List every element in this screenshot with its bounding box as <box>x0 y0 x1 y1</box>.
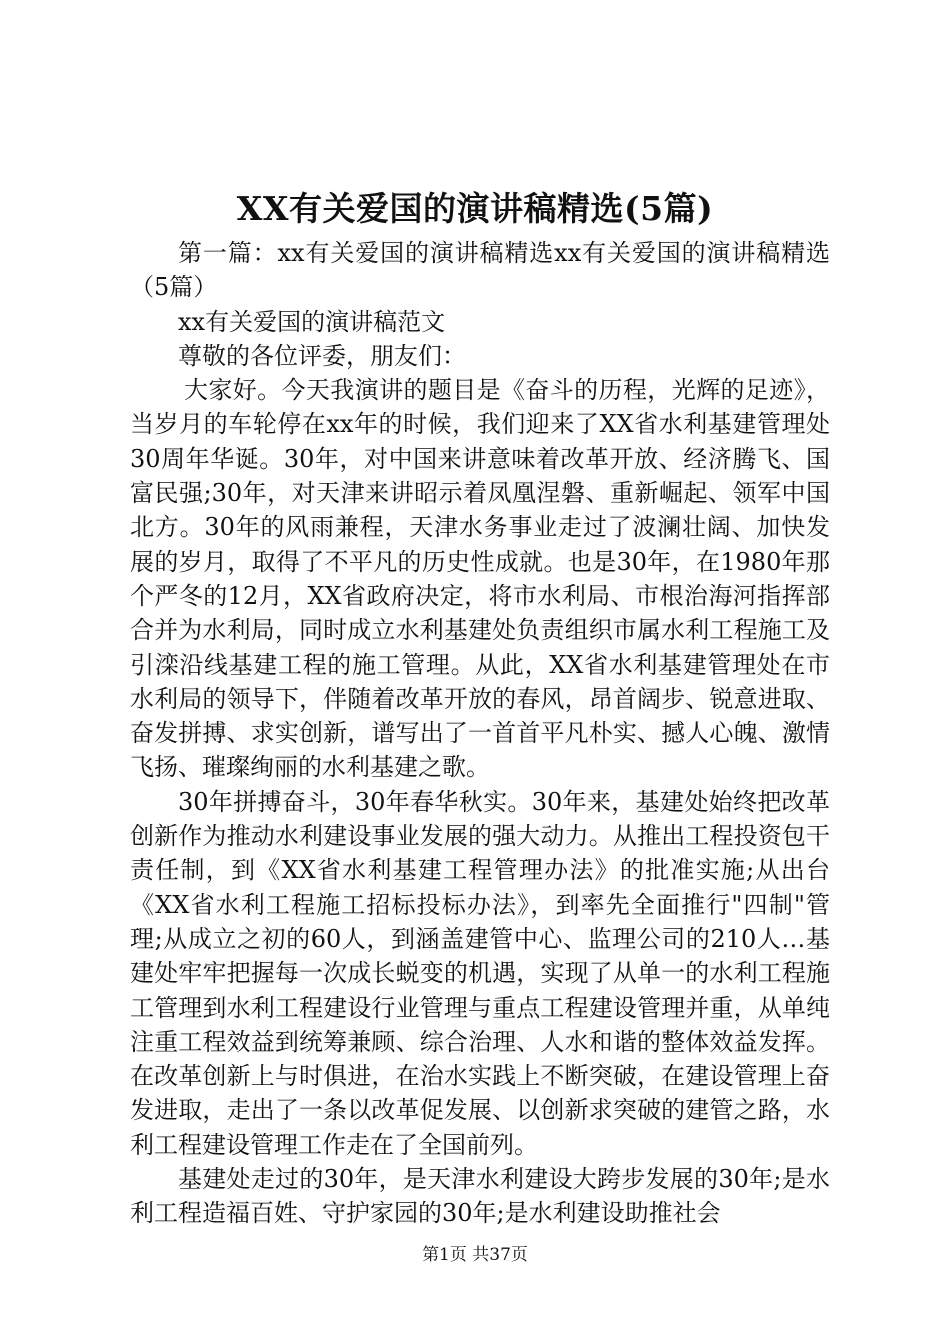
paragraph-body: 基建处走过的30年，是天津水利建设大跨步发展的30年;是水利工程造福百姓、守护家园的30年;是水利建设助推社会 <box>130 1165 830 1228</box>
page-number: 第1页 共37页 <box>422 1245 528 1265</box>
paragraph-subtitle: xx有关爱国的演讲稿范文 <box>178 307 446 336</box>
paragraph-body: 大家好。今天我演讲的题目是《奋斗的历程，光辉的足迹》，当岁月的车轮停在xx年的时候，我们迎来了XX省水利基建管理处30周年华诞。30年，对中国来讲意味着改革开放、经济腾飞、国富民强;30年，对天津来讲昭示着凤凰涅磐、重新崛起、领军中国北方。30年的风雨兼程，天津水务事业走过了波澜壮阔、加快发展的岁月，取得了不平凡的历史性成就。也是30年，在1980年那个严冬的12月，XX省政府决定，将市水利局、市根治海河指挥部合并为水利局，同时成立水利基建处负责组织市属水利工程施工及引滦沿线基建工程的施工管理。从此，XX省水利基建管理处在市水利局的领导下，伴随着改革开放的春风，昂首阔步、锐意进取、奋发拼搏、求实创新，谱写出了一首首平凡朴实、撼人心魄、激情飞扬、璀璨绚丽的水利基建之歌。 <box>130 376 830 782</box>
document-title: XX有关爱国的演讲稿精选(5篇) <box>236 189 714 228</box>
document-body <box>130 236 830 1231</box>
page-footer <box>0 1243 950 1267</box>
paragraph-salutation: 尊敬的各位评委，朋友们： <box>178 341 466 370</box>
paragraph-body: 30年拼搏奋斗，30年春华秋实。30年来，基建处始终把改革创新作为推动水利建设事业发展的强大动力。从推出工程投资包干责任制，到《XX省水利基建工程管理办法》的批准实施;从出台《XX省水利工程施工招标投标办法》，到率先全面推行"四制"管理;从成立之初的60人，到涵盖建管中心、监理公司的210人…基建处牢牢把握每一次成长蜕变的机遇，实现了从单一的水利工程施工管理到水利工程建设行业管理与重点工程建设管理并重，从单纯注重工程效益到统筹兼顾、综合治理、人水和谐的整体效益发挥。在改革创新上与时俱进，在治水实践上不断突破，在建设管理上奋发进取，走出了一条以改革促发展、以创新求突破的建管之路，水利工程建设管理工作走在了全国前列。 <box>130 787 830 1159</box>
paragraph-intro: 第一篇：xx有关爱国的演讲稿精选xx有关爱国的演讲稿精选（5篇） <box>130 239 830 302</box>
